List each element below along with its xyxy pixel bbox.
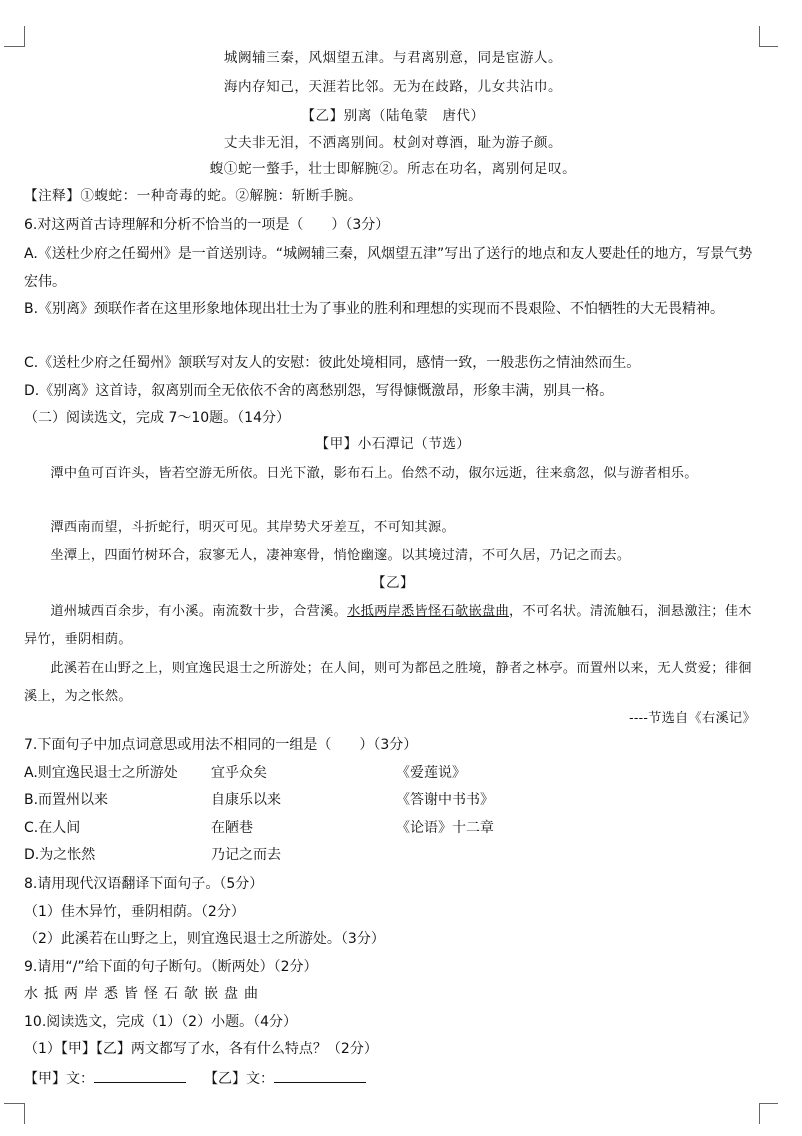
q7-option-b <box>24 792 494 808</box>
q7-option-c <box>24 820 494 836</box>
text-yi-p1-end: ，不可名状。清流触石，洄悬激注；佳木异竹，垂阴相荫。 <box>24 604 752 647</box>
poem-jia-line-2: 海内存知己，天涯若比邻。无为在歧路，儿女共沾巾。 <box>223 79 563 95</box>
q10-answer-row <box>24 1070 384 1086</box>
poem-yi-title: 【乙】别离（陆龟蒙 唐代） <box>301 108 485 124</box>
text-yi-source: ----节选自《右溪记》 <box>629 711 756 726</box>
underlined-sentence: 水抵两岸悉皆怪石欹嵌盘曲 <box>347 604 509 619</box>
q8-stem: 8.请用现代汉语翻译下面句子。（5分） <box>24 876 264 892</box>
text-yi-paragraph-1 <box>24 598 762 654</box>
q7-c-sentence: C.在人间 <box>24 820 81 836</box>
q7-b-compare: 自康乐以来 <box>211 792 281 808</box>
q10-stem: 10.阅读选文，完成（1）（2）小题。（4分） <box>24 1014 297 1030</box>
poem-jia-line-1: 城阙辅三秦，风烟望五津。与君离别意，同是宦游人。 <box>223 50 563 66</box>
text-jia-paragraph-2: 潭西南而望，斗折蛇行，明灭可见。其岸势犬牙差互，不可知其源。 <box>50 520 456 535</box>
poem-yi-line-2: 蝮①蛇一螫手，壮士即解腕②。所志在功名，离别何足叹。 <box>209 161 577 177</box>
jia-answer-blank[interactable] <box>94 1070 186 1083</box>
text-yi-p1-start: 道州城西百余步，有小溪。南流数十步，合营溪。 <box>50 604 348 619</box>
q7-b-sentence: B.而置州以来 <box>24 792 109 808</box>
text-yi-paragraph-2: 此溪若在山野之上，则宜逸民退士之所游处；在人间，则可为都邑之胜境，静者之林亭。而置州以来，无人赏爱；徘徊溪上，为之怅然。 <box>24 661 752 704</box>
q7-c-source: 《论语》十二章 <box>396 820 494 836</box>
text-yi-title: 【乙】 <box>371 575 415 591</box>
q10-sub-1: （1）【甲】【乙】两文都写了水，各有什么特点？（2分） <box>24 1041 378 1057</box>
q6-option-d: D.《别离》这首诗，叙离别而全无依依不舍的离愁别怨，写得慷慨激昂，形象丰满，别具一格。 <box>24 383 614 399</box>
q6-option-a: A.《送杜少府之任蜀州》是一首送别诗。“城阙辅三秦，风烟望五津”写出了送行的地点和友人要赴任的地方，写景气势宏伟。 <box>24 246 753 290</box>
section-2-heading: （二）阅读选文，完成 7～10题。（14分） <box>24 410 290 426</box>
jia-answer-label: 【甲】文： <box>24 1071 94 1087</box>
q8-sentence-1: （1）佳木异竹，垂阴相荫。（2分） <box>24 904 245 920</box>
q7-a-compare: 宜乎众矣 <box>211 765 267 781</box>
q7-d-compare: 乃记之而去 <box>211 847 281 863</box>
poem-yi-line-1: 丈夫非无泪，不洒离别间。杖剑对尊酒，耻为游子颜。 <box>223 135 563 151</box>
q9-sentence: 水抵两岸悉皆怪石欹嵌盘曲 <box>24 986 264 1002</box>
q8-sentence-2: （2）此溪若在山野之上，则宜逸民退士之所游处。（3分） <box>24 931 385 947</box>
q9-stem: 9.请用“/”给下面的句子断句。（断两处）（2分） <box>24 959 318 975</box>
q7-b-source: 《答谢中书书》 <box>396 792 494 808</box>
q7-option-d <box>24 847 281 863</box>
crop-mark-top-left <box>4 26 25 47</box>
q7-option-a <box>24 765 466 781</box>
q7-stem: 7.下面句子中加点词意思或用法不相同的一组是（ ）（3分） <box>24 737 418 753</box>
q6-stem: 6.对这两首古诗理解和分析不恰当的一项是（ ）（3分） <box>24 217 390 233</box>
yi-answer-label: 【乙】文： <box>204 1071 274 1087</box>
q7-c-compare: 在陋巷 <box>211 820 253 836</box>
q7-a-sentence: A.则宜逸民退士之所游处 <box>24 765 178 781</box>
q7-d-sentence: D.为之怅然 <box>24 847 96 863</box>
text-jia-paragraph-1: 潭中鱼可百许头，皆若空游无所依。日光下澈，影布石上。佁然不动，俶尔远逝，往来翕忽，似与游者相乐。 <box>50 466 698 481</box>
text-jia-paragraph-3: 坐潭上，四面竹树环合，寂寥无人，凄神寒骨，悄怆幽邃。以其境过清，不可久居，乃记之而去。 <box>50 548 631 563</box>
q6-option-c: C.《送杜少府之任蜀州》颔联写对友人的安慰：彼此处境相同，感情一致，一般悲伤之情油然而生。 <box>24 355 641 371</box>
annotation-note: 【注释】①蝮蛇：一种奇毒的蛇。②解腕：斩断手腕。 <box>24 188 363 204</box>
yi-answer-blank[interactable] <box>274 1070 366 1083</box>
crop-mark-bottom-left <box>4 1103 25 1124</box>
crop-mark-bottom-right <box>759 1103 778 1124</box>
crop-mark-top-right <box>759 26 778 47</box>
q6-option-b: B.《别离》颈联作者在这里形象地体现出壮士为了事业的胜利和理想的实现而不畏艰险、不怕牺牲的大无畏精神。 <box>24 301 725 317</box>
text-jia-title: 【甲】小石潭记（节选） <box>315 436 471 452</box>
q7-a-source: 《爱莲说》 <box>396 765 466 781</box>
